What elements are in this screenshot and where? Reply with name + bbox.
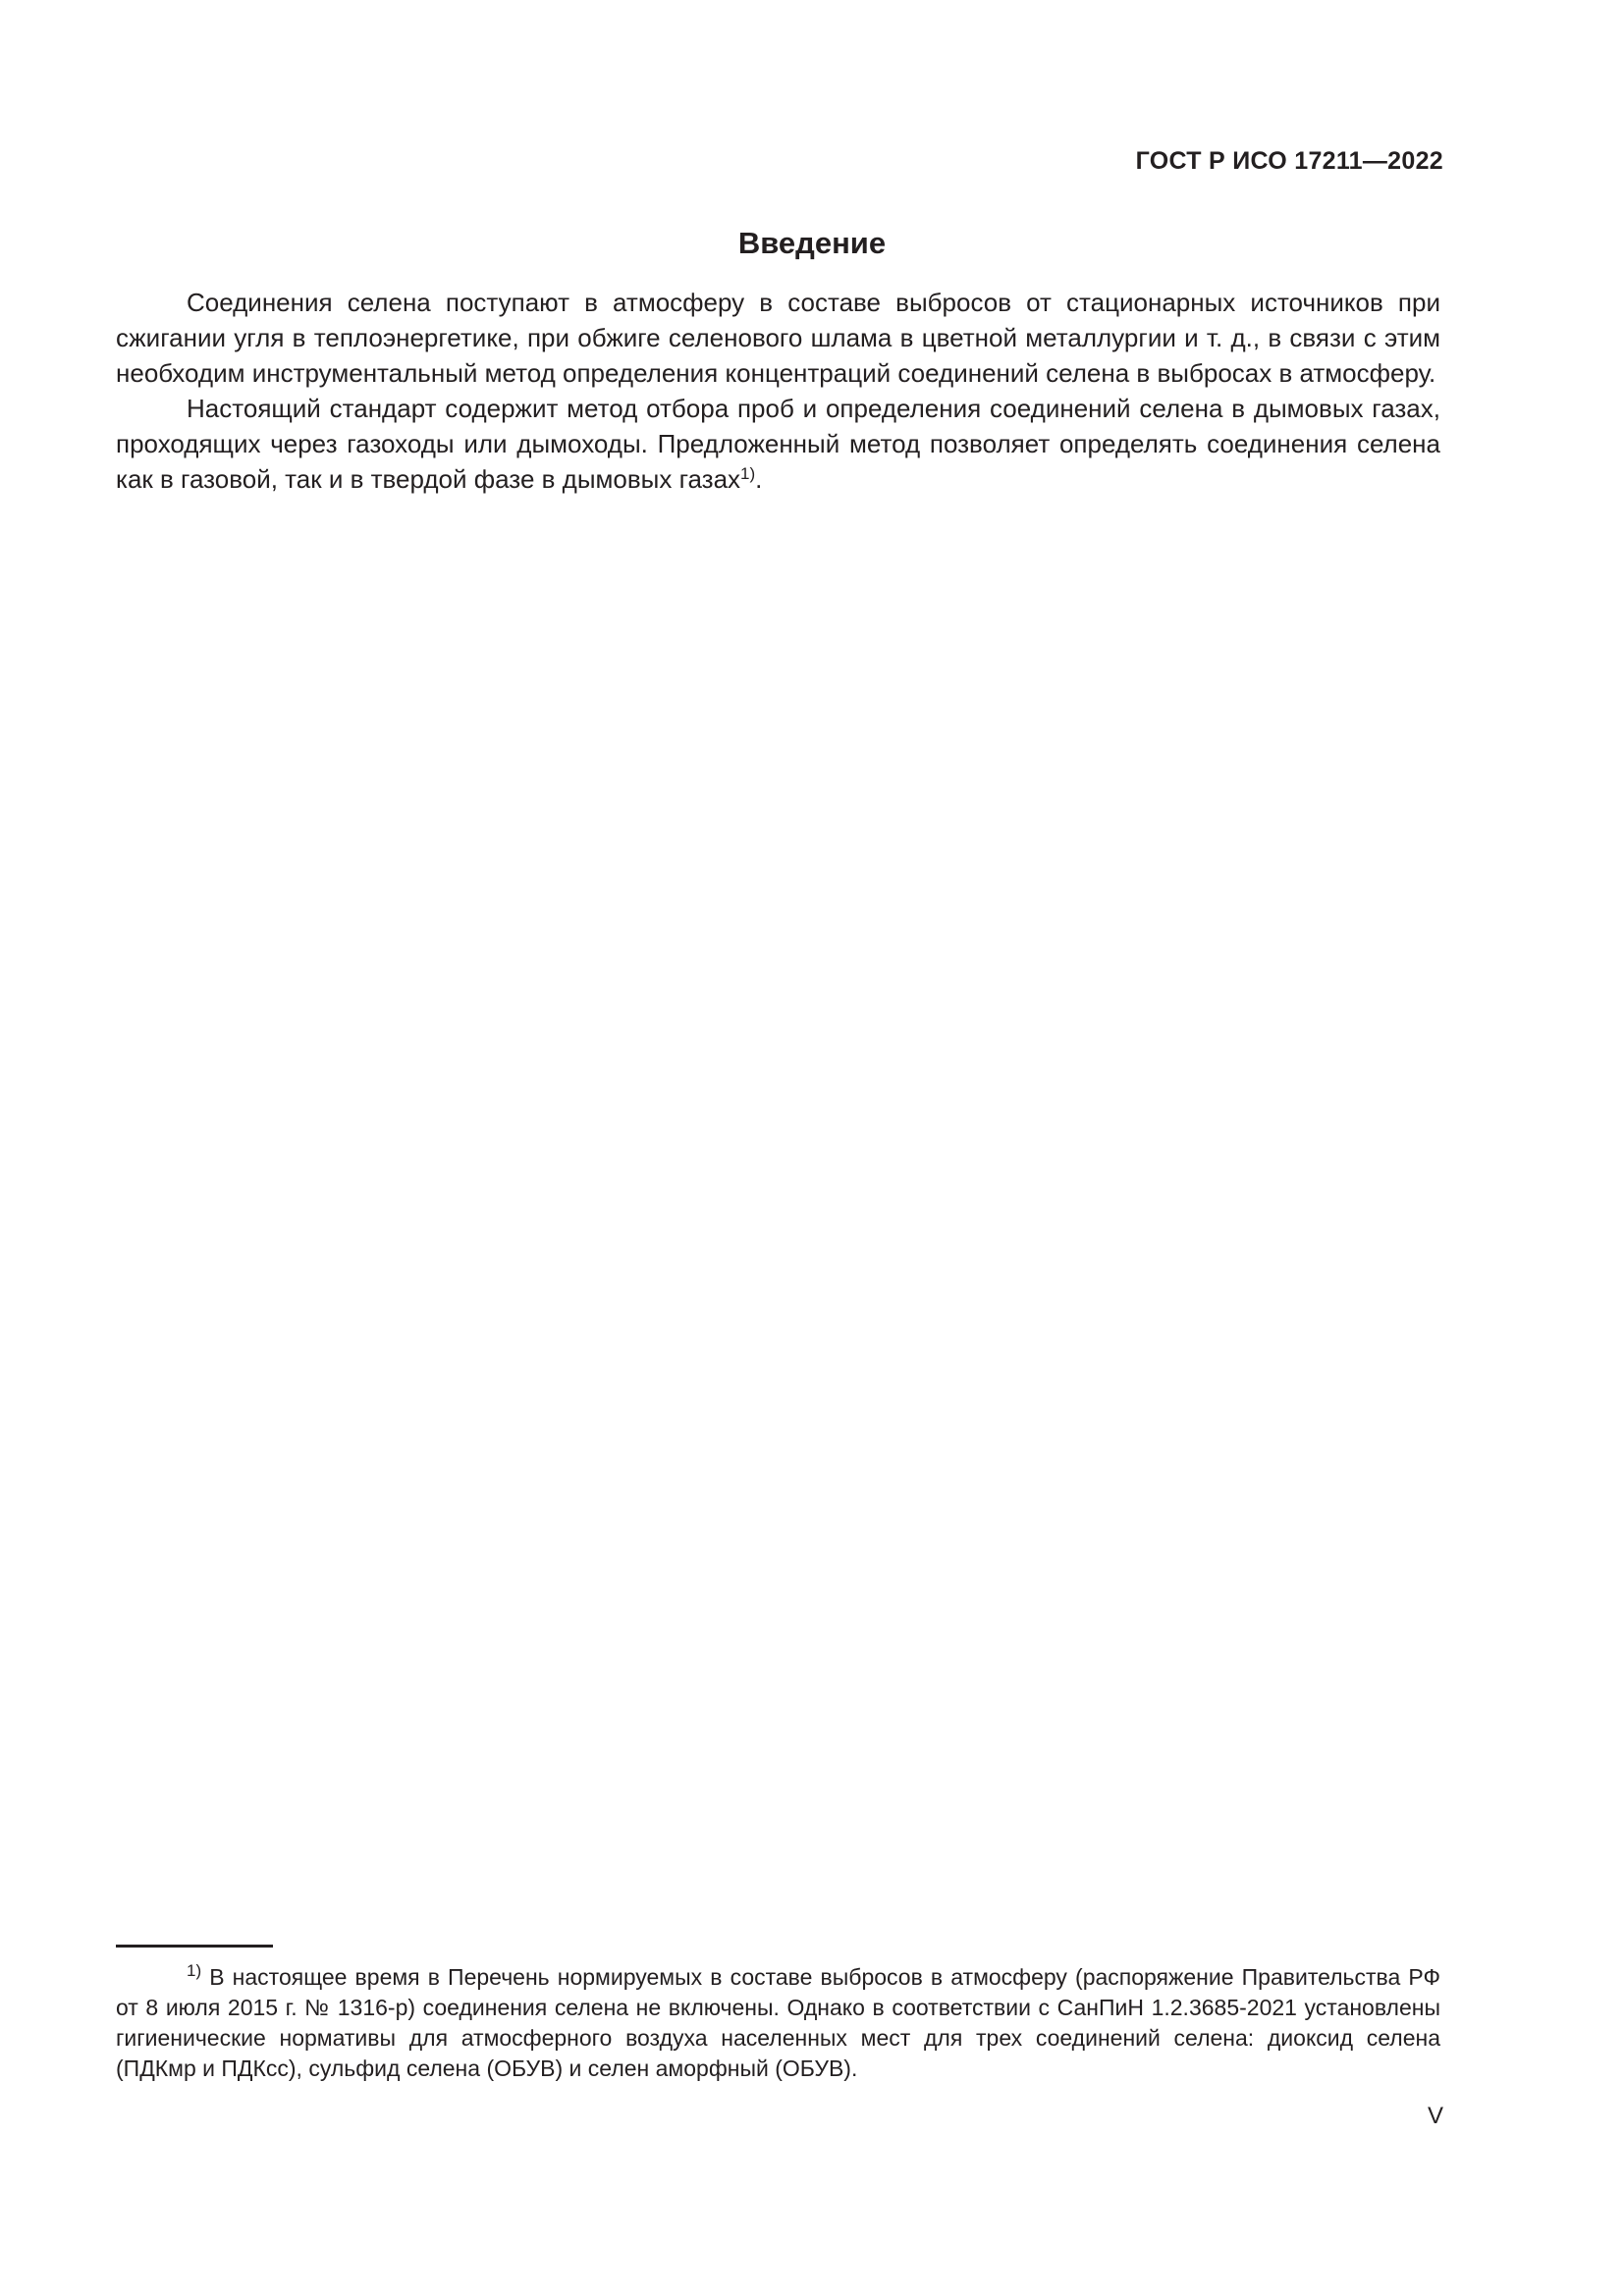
footnote-paragraph [116, 1962, 1440, 2084]
footnote [116, 1962, 1440, 2084]
paragraph-text: Соединения селена поступают в атмосферу в составе выбросов от стационарных источников при сжигании угля в теплоэнергетике, при обжиге селенового шлама в цветной металлургии и т. д., в связи с этим необходим инструментальный метод определения концентраций соединений селена в выбросах в атмосферу. [116, 288, 1440, 388]
footnote-separator [116, 1945, 273, 1948]
body-text [116, 285, 1440, 497]
paragraph-text: Настоящий стандарт содержит метод отбора проб и определения соединений селена в дымовых газах, проходящих через газоходы или дымоходы. Предложенный метод позволяет определять соединения селена как в газовой, так и в твердой фазе в дымовых газах [116, 394, 1440, 494]
page-number: V [1427, 2103, 1443, 2129]
body-paragraph [116, 285, 1440, 391]
footnote-reference[interactable]: 1) [740, 464, 756, 483]
section-title: Введение [737, 226, 887, 260]
footnote-marker: 1) [187, 1961, 202, 1980]
body-paragraph [116, 391, 1440, 497]
footnote-text: В настоящее время в Перечень нормируемых в составе выбросов в атмосферу (распоряжение Правительства РФ от 8 июля 2015 г. № 1316-р) соединения селена не включены. Однако в соответствии с СанПиН 1.2.3685-2021 установлены гигиенические нормативы для атмосферного воздуха населенных мест для трех соединений селена: диоксид селена (ПДКмр и ПДКсс), сульфид селена (ОБУВ) и селен аморфный (ОБУВ). [116, 1964, 1440, 2081]
paragraph-end-punctuation: . [755, 464, 763, 494]
document-code-header: ГОСТ Р ИСО 17211—2022 [1135, 147, 1443, 175]
